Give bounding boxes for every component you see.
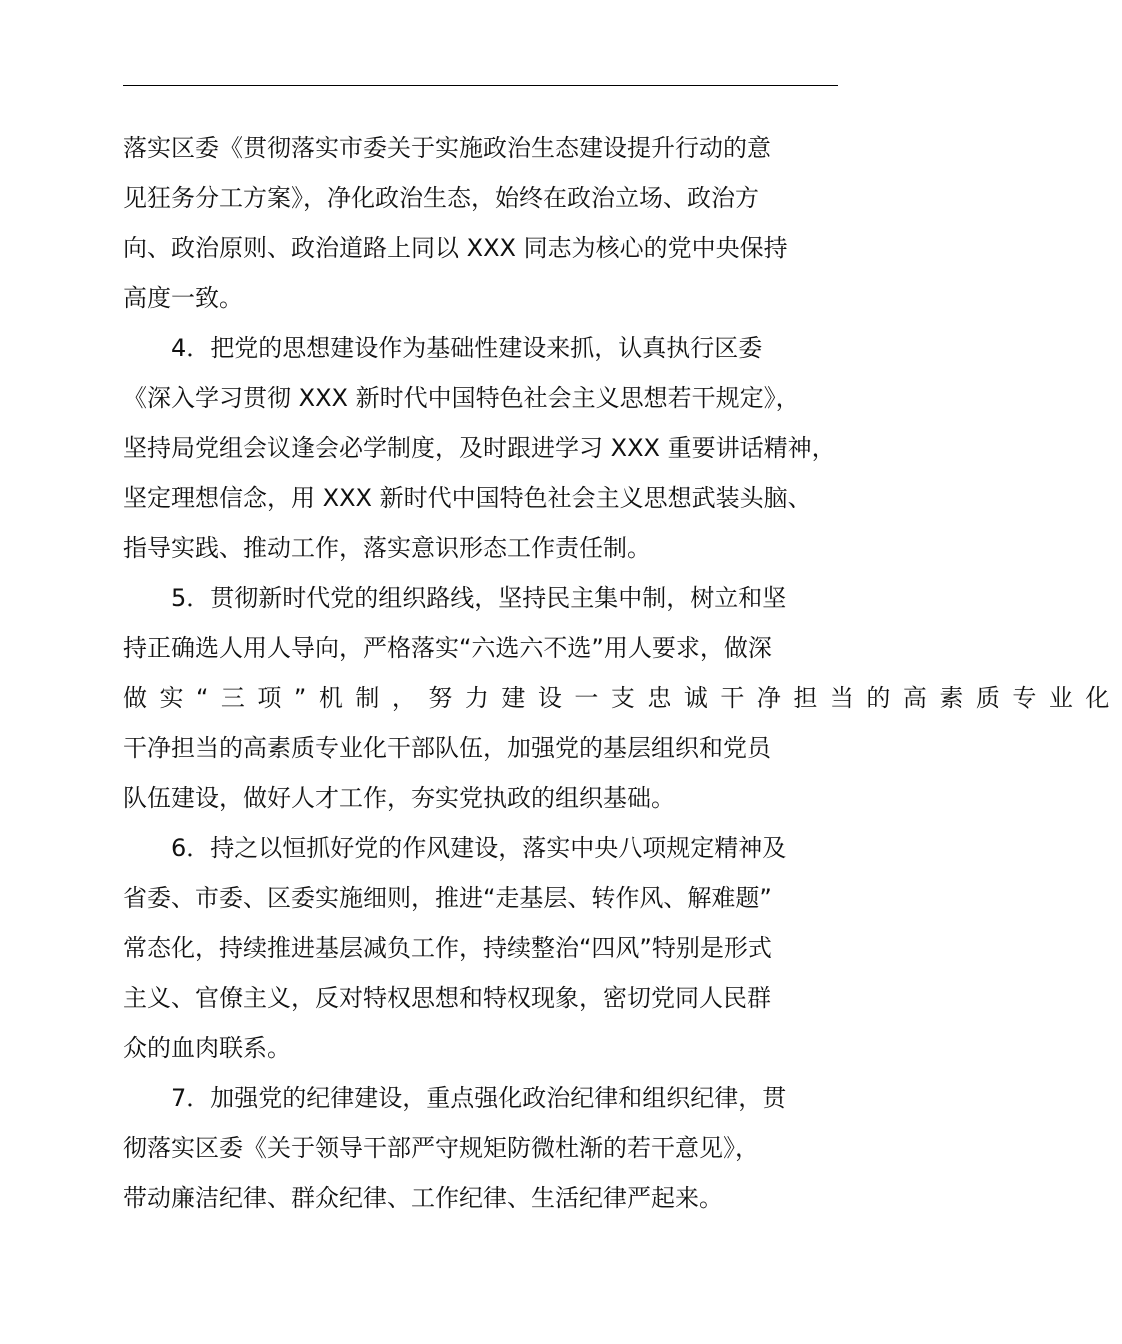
text-line: 坚定理想信念，用 XXX 新时代中国特色社会主义思想武装头脑、 xyxy=(123,484,812,512)
text-line: 持正确选人用人导向，严格落实“六选六不选”用人要求，做深 xyxy=(123,634,772,662)
text-line: 常态化，持续推进基层减负工作，持续整治“四风”特别是形式 xyxy=(123,934,772,962)
text-line: 坚持局党组会议逢会必学制度，及时跟进学习 XXX 重要讲话精神， xyxy=(123,434,836,462)
text-line: 众的血肉联系。 xyxy=(123,1034,291,1062)
text-line: 彻落实区委《关于领导干部严守规矩防微杜渐的若干意见》， xyxy=(123,1134,759,1162)
paragraph-5-start: 5．贯彻新时代党的组织路线，坚持民主集中制，树立和坚 xyxy=(171,584,787,612)
text-line: 省委、市委、区委实施细则，推进“走基层、转作风、解难题” xyxy=(123,884,772,912)
paragraph-6-start: 6．持之以恒抓好党的作风建设，落实中央八项规定精神及 xyxy=(171,834,787,862)
text-line: 主义、官僚主义，反对特权思想和特权现象，密切党同人民群 xyxy=(123,984,771,1012)
text-line: 见狂务分工方案》，净化政治生态，始终在政治立场、政治方 xyxy=(123,184,759,212)
text-line: 做实“三项”机制，努力建设一支忠诚干净担当的高素质专业化 xyxy=(123,684,1122,712)
text-line: 干净担当的高素质专业化干部队伍，加强党的基层组织和党员 xyxy=(123,734,771,762)
text-line: 《深入学习贯彻 XXX 新时代中国特色社会主义思想若干规定》， xyxy=(123,384,800,412)
text-line: 队伍建设，做好人才工作，夯实党执政的组织基础。 xyxy=(123,784,675,812)
paragraph-7-start: 7．加强党的纪律建设，重点强化政治纪律和组织纪律，贯 xyxy=(171,1084,787,1112)
header-rule xyxy=(123,85,838,86)
text-line: 落实区委《贯彻落实市委关于实施政治生态建设提升行动的意 xyxy=(123,134,771,162)
paragraph-4-start: 4．把党的思想建设作为基础性建设来抓，认真执行区委 xyxy=(171,334,763,362)
text-line: 向、政治原则、政治道路上同以 XXX 同志为核心的党中央保持 xyxy=(123,234,788,262)
text-line: 带动廉洁纪律、群众纪律、工作纪律、生活纪律严起来。 xyxy=(123,1184,723,1212)
text-line: 指导实践、推动工作，落实意识形态工作责任制。 xyxy=(123,534,651,562)
text-line: 高度一致。 xyxy=(123,284,243,312)
